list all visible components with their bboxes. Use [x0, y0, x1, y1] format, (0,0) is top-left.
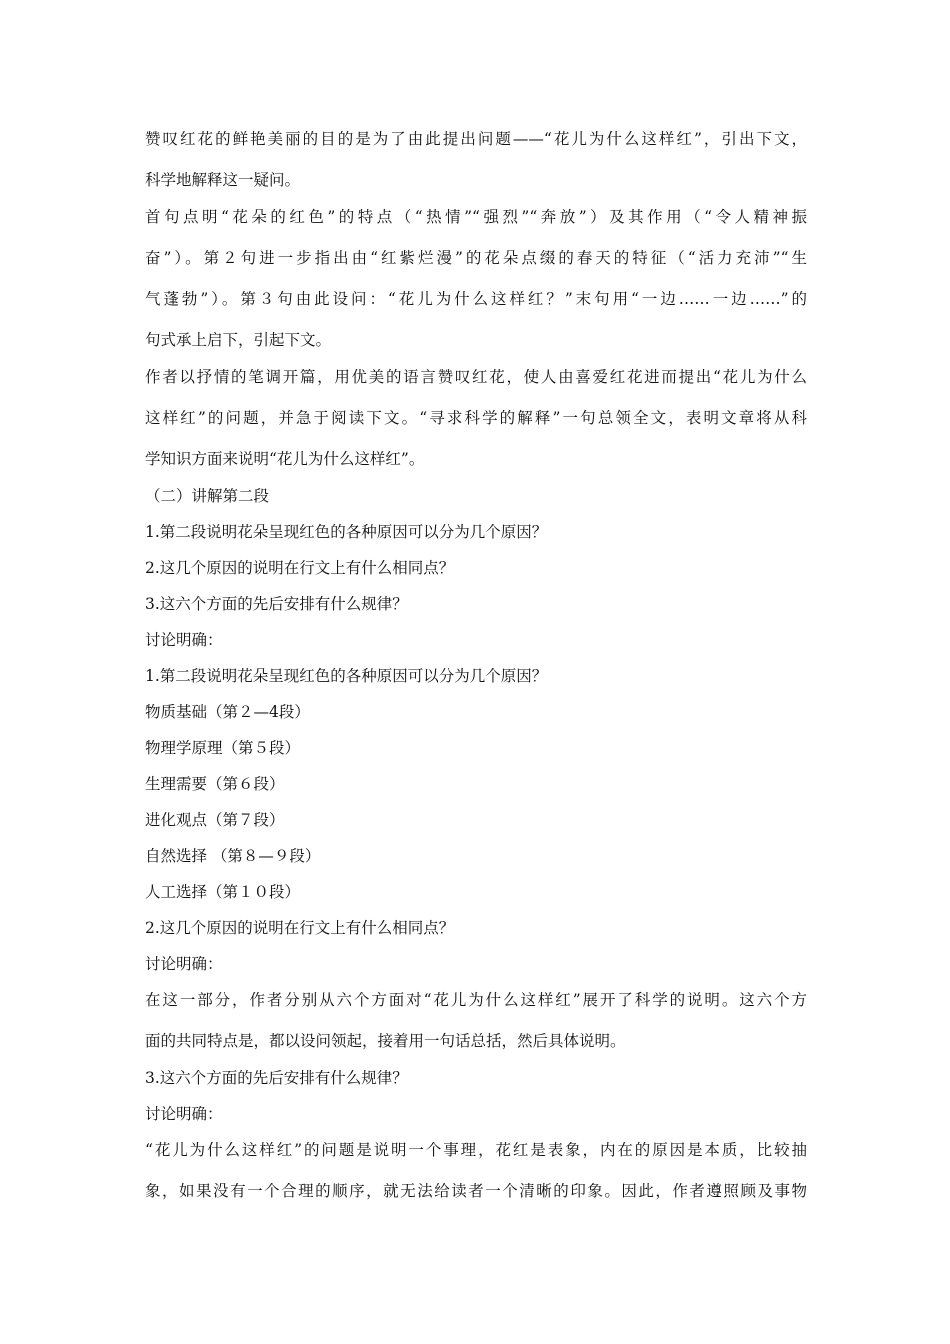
list-item: 生理需要（第６段）	[145, 775, 285, 793]
list-item: 物质基础（第２—4段）	[145, 703, 310, 721]
list-item: 物理学原理（第５段）	[145, 739, 301, 757]
paragraph-line: “花儿为什么这样红”的问题是说明一个事理，花红是表象，内在的原因是本质，比较抽	[145, 1141, 807, 1159]
question-item: 3.这六个方面的先后安排有什么规律？	[145, 1069, 408, 1087]
paragraph-line: 首句点明“花朵的红色”的特点（“热情”“强烈”“奔放”）及其作用（“令人精神振	[145, 208, 807, 226]
discussion-label: 讨论明确：	[145, 631, 223, 649]
paragraph-line: 气蓬勃”）。第３句由此设问：“花儿为什么这样红？”末句用“一边……一边……”的	[145, 290, 807, 308]
list-item: 人工选择（第１０段）	[145, 883, 301, 901]
discussion-label: 讨论明确：	[145, 1105, 223, 1123]
paragraph-line: 赞叹红花的鲜艳美丽的目的是为了由此提出问题——“花儿为什么这样红”，引出下文，	[145, 130, 807, 148]
paragraph-line: 作者以抒情的笔调开篇，用优美的语言赞叹红花，使人由喜爱红花进而提出“花儿为什么	[145, 368, 807, 386]
section-heading: （二）讲解第二段	[145, 487, 270, 505]
list-item: 自然选择 （第８—９段）	[145, 847, 321, 865]
paragraph-line: 奋”）。第２句进一步指出由“红紫烂漫”的花朵点缀的春天的特征（“活力充沛”“生	[145, 249, 807, 267]
list-item: 进化观点（第７段）	[145, 811, 285, 829]
question-item: 2.这几个原因的说明在行文上有什么相同点？	[145, 559, 455, 577]
question-item: 1.第二段说明花朵呈现红色的各种原因可以分为几个原因？	[145, 667, 548, 685]
paragraph-line: 这样红”的问题，并急于阅读下文。“寻求科学的解释”一句总领全文，表明文章将从科	[145, 409, 807, 427]
question-item: 1.第二段说明花朵呈现红色的各种原因可以分为几个原因？	[145, 523, 548, 541]
paragraph-line: 科学地解释这一疑问。	[145, 171, 301, 189]
paragraph-line: 面的共同特点是，都以设问领起，接着用一句话总括，然后具体说明。	[145, 1032, 626, 1050]
paragraph-line: 句式承上启下，引起下文。	[145, 331, 332, 349]
question-item: 3.这六个方面的先后安排有什么规律？	[145, 595, 408, 613]
question-item: 2.这几个原因的说明在行文上有什么相同点？	[145, 919, 455, 937]
paragraph-line: 学知识方面来说明“花儿为什么这样红”。	[145, 450, 425, 468]
paragraph-line: 在这一部分，作者分别从六个方面对“花儿为什么这样红”展开了科学的说明。这六个方	[145, 991, 807, 1009]
discussion-label: 讨论明确：	[145, 955, 223, 973]
paragraph-line: 象，如果没有一个合理的顺序，就无法给读者一个清晰的印象。因此，作者遵照顾及事物	[145, 1182, 807, 1200]
